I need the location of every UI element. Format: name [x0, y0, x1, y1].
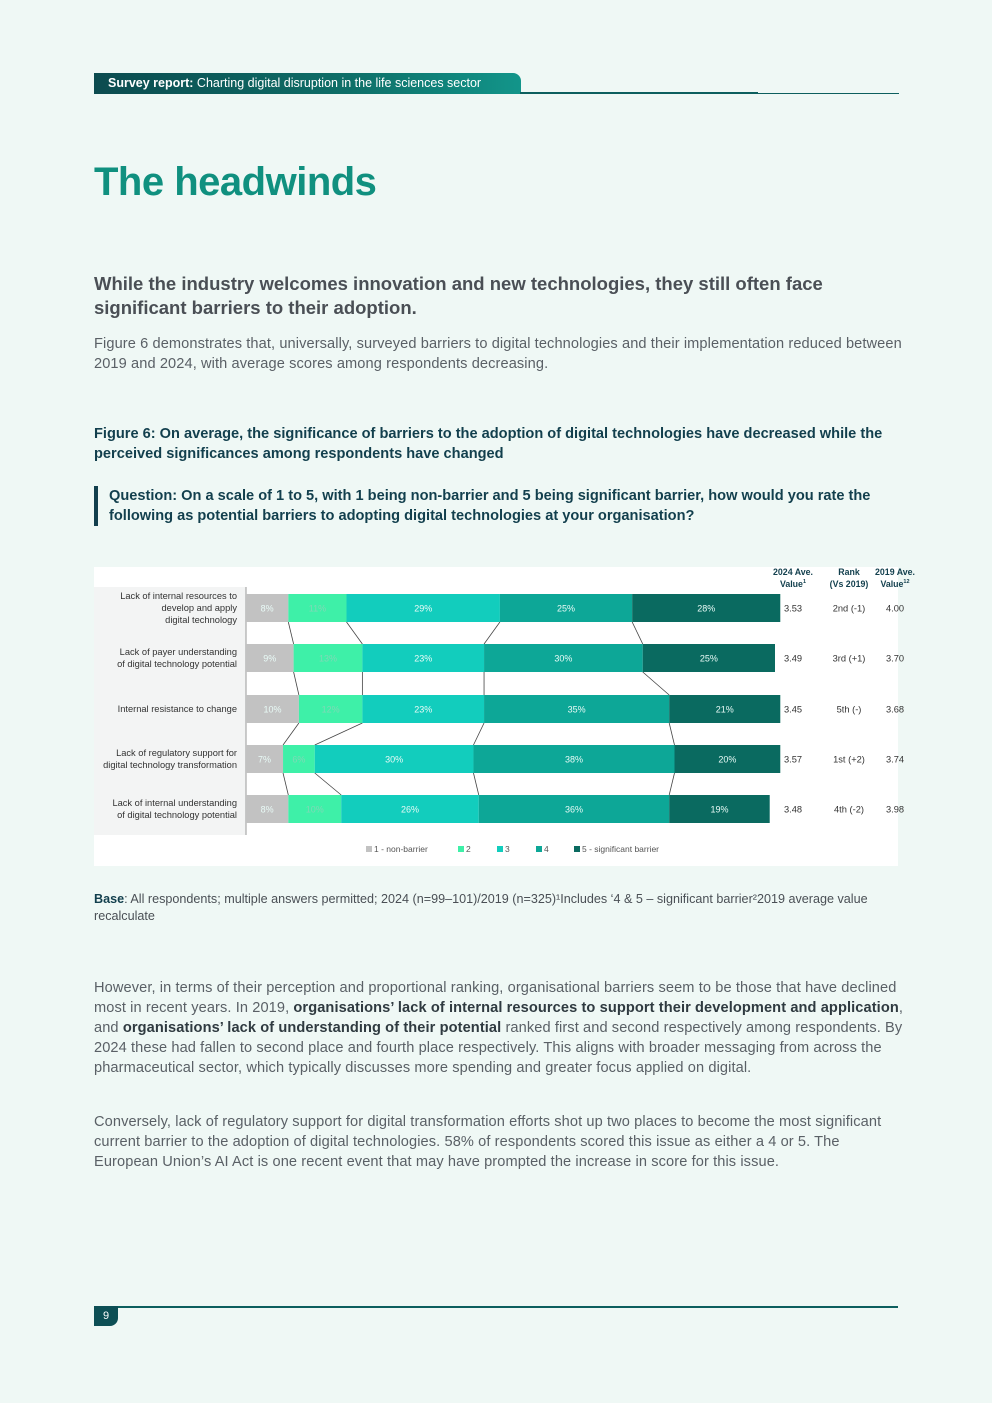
bar-data-label: 28%: [697, 603, 716, 614]
connector-line: [473, 773, 478, 795]
legend-swatch: [458, 846, 464, 852]
connector-line: [283, 723, 299, 745]
connector-line: [283, 773, 288, 795]
category-label: Lack of internal resources to: [120, 591, 237, 601]
base-label: Base: [94, 892, 125, 906]
bar-data-label: 29%: [414, 603, 433, 614]
category-label: Lack of payer understanding: [119, 647, 237, 657]
legend-swatch: [536, 846, 542, 852]
bar-data-label: 19%: [710, 804, 729, 815]
page-title: The headwinds: [94, 160, 377, 204]
body1-bold-2: organisations’ lack of understanding of their potential: [122, 1020, 502, 1036]
legend-label: 5 - significant barrier: [582, 844, 660, 854]
bar-data-label: 10%: [305, 804, 324, 815]
bar-data-label: 7%: [258, 754, 272, 765]
legend-swatch: [497, 846, 503, 852]
connector-line: [484, 622, 500, 644]
category-label: digital technology: [165, 615, 237, 625]
bar-data-label: 6%: [292, 754, 306, 765]
body-paragraph-1: [94, 978, 904, 1078]
body1-text-1: However, in terms of their perception and proportional ranking, organisational barriers seem to be those that have declined most in recent years. In 2019,: [94, 980, 897, 1016]
footer-rule: [116, 1306, 898, 1308]
connector-line: [315, 723, 363, 745]
legend-swatch: [574, 846, 580, 852]
bar-data-label: 10%: [263, 704, 282, 715]
bar-data-label: 36%: [564, 804, 583, 815]
table-header-superscript: 12: [903, 579, 910, 585]
table-cell: 3.49: [783, 653, 803, 664]
table-cell: 1st (+2): [833, 754, 865, 765]
connector-line: [294, 672, 299, 695]
bar-data-label: 30%: [385, 754, 404, 765]
table-header-line2: Value$^1$: [779, 579, 807, 589]
table-cell: 3.57: [783, 754, 803, 765]
bar-data-label: 13%: [318, 653, 338, 664]
legend-label: 1 - non-barrier: [374, 844, 428, 854]
category-label: digital technology transformation: [103, 760, 237, 770]
bar-data-label: 12%: [321, 704, 340, 715]
connector-line: [347, 622, 363, 644]
category-label: of digital technology potential: [117, 659, 237, 669]
bar-data-label: 23%: [414, 704, 433, 715]
table-header-superscript: 1: [802, 579, 807, 585]
legend-label: 4: [544, 844, 549, 854]
bar-data-label: 20%: [718, 754, 737, 765]
connector-line: [315, 773, 341, 795]
bar-data-label: 21%: [715, 704, 734, 715]
header-subtitle: Charting digital disruption in the life sciences sector: [196, 76, 482, 90]
bar-data-label: 26%: [400, 804, 419, 815]
table-header-line1: 2024 Ave.: [773, 567, 813, 577]
category-label: Lack of internal understanding: [112, 798, 237, 808]
bar-data-label: 25%: [699, 653, 718, 664]
base-text: : All respondents; multiple answers permitted; 2024 (n=99–101)/2019 (n=325)¹Includes ‘4 & 5 – significant barrier²2019 average value recalculate: [94, 892, 868, 923]
survey-question: Question: On a scale of 1 to 5, with 1 being non-barrier and 5 being significant barrier, how would you rate the following as potential barriers to adopting digital technologies at your organisation?: [94, 486, 904, 526]
table-cell: 4th (-2): [834, 804, 864, 815]
connector-line: [473, 723, 484, 745]
bar-data-label: 11%: [308, 603, 327, 614]
table-header-line2: Value$^{12}$: [880, 579, 910, 589]
base-note: [94, 891, 904, 925]
category-label: of digital technology potential: [117, 810, 237, 820]
stacked-bar-chart: [94, 567, 915, 866]
bar-data-label: 8%: [260, 603, 274, 614]
category-label: Internal resistance to change: [117, 704, 237, 714]
header-rule-thick: [520, 92, 758, 94]
chart-panel: [94, 567, 915, 866]
table-cell: 3.53: [783, 603, 803, 614]
intro-paragraph: Figure 6 demonstrates that, universally, surveyed barriers to digital technologies and their implementation reduced between 2019 and 2024, with average scores among respondents decreasing.: [94, 336, 902, 372]
table-cell: 2nd (-1): [832, 603, 866, 614]
category-label: develop and apply: [161, 603, 237, 613]
table-cell: 3.45: [783, 704, 803, 715]
connector-line: [288, 622, 293, 644]
table-cell: 4.00: [885, 603, 905, 614]
table-cell: 3.48: [783, 804, 803, 815]
table-header-line1: Rank: [838, 567, 860, 577]
bar-data-label: 38%: [564, 754, 583, 765]
table-cell: 3.74: [885, 754, 905, 765]
table-header-line2: (Vs 2019): [829, 579, 869, 589]
table-header-line1: 2019 Ave.: [875, 567, 915, 577]
report-header-banner: [94, 73, 521, 94]
lead-paragraph: While the industry welcomes innovation and new technologies, they still often face significant barriers to their adoption.: [94, 273, 823, 318]
table-cell: 5th (-): [836, 704, 862, 715]
bar-data-label: 30%: [554, 653, 573, 664]
connector-line: [632, 622, 643, 644]
body1-text-3: ranked first and second respectively among respondents. By 2024 these had fallen to second place and fourth place respectively. This aligns with broader messaging from across the pharmaceutical sector, which typically discusses more spending and greater focus applied on digital.: [94, 1020, 903, 1076]
body-paragraph-2: Conversely, lack of regulatory support for digital transformation efforts shot up two places to become the most significant current barrier to the adoption of digital technologies. 58% of respondents scored this issue as either a 4 or 5. The European Union’s AI Act is one recent event that may have prompted the increase in score for this issue.: [94, 1114, 882, 1170]
bar-data-label: 9%: [263, 653, 277, 664]
category-label: Lack of regulatory support for: [116, 748, 237, 758]
header-colon: :: [189, 76, 197, 90]
legend-swatch: [366, 846, 372, 852]
table-cell: 3.68: [885, 704, 905, 715]
body1-text-2: , and: [94, 1000, 904, 1036]
figure-title: Figure 6: On average, the significance of barriers to the adoption of digital technologies have decreased while the perceived significances among respondents have changed: [94, 426, 883, 462]
bar-data-label: 8%: [260, 804, 274, 815]
connector-line: [669, 773, 674, 795]
page-number: 9: [94, 1306, 118, 1326]
header-prefix: Survey report: [108, 76, 190, 90]
table-cell: 3rd (+1): [832, 653, 866, 664]
table-cell: 3.70: [885, 653, 905, 664]
bar-data-label: 23%: [414, 653, 433, 664]
legend-label: 3: [505, 844, 510, 854]
connector-line: [669, 723, 674, 745]
connector-line: [643, 672, 669, 695]
table-cell: 3.98: [885, 804, 905, 815]
bar-data-label: 35%: [567, 704, 586, 715]
legend-label: 2: [466, 844, 471, 854]
body1-bold-1: organisations’ lack of internal resources to support their development and application: [293, 1000, 899, 1016]
bar-data-label: 25%: [557, 603, 576, 614]
